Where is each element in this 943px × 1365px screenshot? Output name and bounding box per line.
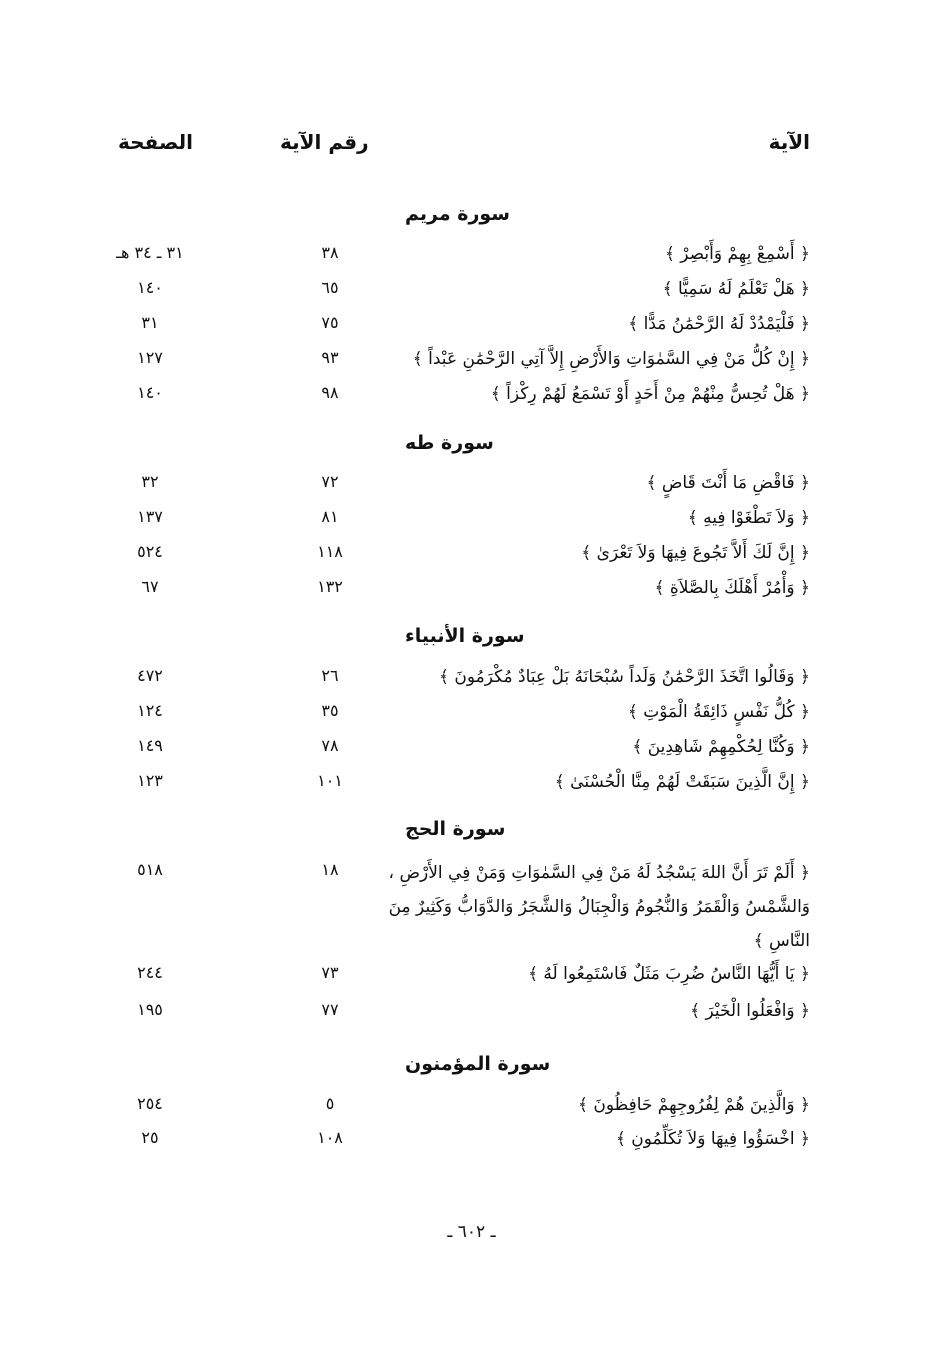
verse-text: ﴿ هَلْ تُحِسُّ مِنْهُمْ مِنْ أَحَدٍ أَوْ تَسْمَعُ لَهُمْ رِكْزاً ﴾ [490, 384, 810, 404]
verse-text: ﴿ فَلْيَمْدُدْ لَهُ الرَّحْمَٰنُ مَدًّا ﴾ [628, 314, 810, 334]
page-ref: ١٢٤ [137, 701, 163, 720]
verse-text: ﴿ هَلْ تَعْلَمُ لَهُ سَمِيًّا ﴾ [662, 279, 810, 299]
verse-number: ٦٥ [321, 278, 339, 297]
column-header-verse-number: رقم الآية [280, 130, 369, 154]
page-ref: ١٢٣ [137, 771, 163, 790]
page-ref: ٣١ [141, 313, 159, 332]
verse-number: ٧٢ [321, 472, 339, 491]
verse-number: ١٠١ [317, 771, 343, 790]
verse-text: ﴿ وَأْمُرْ أَهْلَكَ بِالصَّلاَةِ ﴾ [654, 578, 810, 598]
page-ref: ١٩٥ [137, 1000, 163, 1019]
verse-number: ١٠٨ [317, 1128, 343, 1147]
verse-text: ﴿ فَاقْضِ مَا أَنْتَ قَاضٍ ﴾ [646, 473, 810, 493]
verse-number: ١١٨ [317, 542, 343, 561]
table-row [0, 736, 943, 770]
table-row [0, 963, 943, 997]
table-row [0, 472, 943, 506]
page-ref: ٢٥٤ [137, 1094, 163, 1113]
page-ref: ٥١٨ [137, 860, 163, 879]
verse-text: ﴿ إِنَّ الَّذِينَ سَبَقَتْ لَهُمْ مِنَّا الْحُسْنَىٰ ﴾ [554, 772, 810, 792]
verse-number: ٥ [325, 1094, 335, 1113]
table-row [0, 383, 943, 417]
table-row [0, 507, 943, 541]
page-ref: ٣٢ [141, 472, 159, 491]
table-row [0, 313, 943, 347]
verse-number: ٢٦ [321, 666, 339, 685]
page-ref: ٦٧ [141, 577, 159, 596]
verse-number: ٩٣ [321, 348, 339, 367]
table-row [0, 701, 943, 735]
verse-number: ٣٨ [321, 243, 339, 262]
verse-text: ﴿ كُلُّ نَفْسٍ ذَائِقَةُ الْمَوْتِ ﴾ [627, 702, 810, 722]
verse-text: ﴿ إِنَّ لَكَ أَلاَّ تَجُوعَ فِيهَا وَلاَ تَعْرَىٰ ﴾ [581, 543, 810, 563]
table-row [0, 1094, 943, 1128]
table-row [0, 856, 943, 966]
page-ref: ١٤٩ [137, 736, 163, 755]
table-row [0, 243, 943, 277]
table-row [0, 1000, 943, 1034]
column-header-page: الصفحة [118, 130, 194, 154]
table-row [0, 348, 943, 382]
verse-number: ١٨ [321, 860, 339, 879]
verse-number: ٩٨ [321, 383, 339, 402]
table-row [0, 542, 943, 576]
page-number: ـ ٦٠٢ ـ [447, 1222, 496, 1242]
verse-text: ﴿ وَلاَ تَطْغَوْا فِيهِ ﴾ [687, 508, 810, 528]
page-ref: ١٢٧ [137, 348, 163, 367]
page-ref: ٣١ ـ ٣٤ هـ [116, 243, 184, 262]
page-ref: ٤٧٢ [137, 666, 163, 685]
verse-number: ٧٧ [321, 1000, 339, 1019]
table-row [0, 1128, 943, 1162]
page-ref: ٥٢٤ [137, 542, 163, 561]
verse-text: ﴿ اخْسَؤُوا فِيهَا وَلاَ تُكَلِّمُونِ ﴾ [615, 1129, 810, 1149]
verse-text: ﴿ وَافْعَلُوا الْخَيْرَ ﴾ [690, 1001, 810, 1021]
table-row [0, 666, 943, 700]
verse-text: ﴿ وَكُنَّا لِحُكْمِهِمْ شَاهِدِينَ ﴾ [632, 737, 810, 757]
verse-text: ﴿ إِنْ كُلُّ مَنْ فِي السَّمٰوَاتِ وَالأَرْضِ إِلاَّ آتِي الرَّحْمَٰنِ عَبْداً ﴾ [412, 349, 810, 369]
table-row [0, 278, 943, 312]
document-page: الآية رقم الآية الصفحة سورة مريم ﴿ أَسْمِعْ بِهِمْ وَأَبْصِرْ ﴾ ٣٨ ٣١ ـ ٣٤ هـ ﴿ هَلْ تَعْلَمُ لَهُ سَمِيًّا ﴾ ٦٥ ١٤٠ ﴿ فَلْيَمْدُدْ لَهُ الرَّحْمَٰنُ مَدًّا ﴾ ٧٥ ٣١ ﴿ إِنْ كُلُّ مَنْ فِي السَّمٰوَاتِ وَالأَرْضِ إِلاَّ آتِي الرَّحْمَٰنِ عَبْداً ﴾ ٩٣ ١٢٧ ﴿ هَلْ تُحِسُّ مِنْهُمْ مِنْ أَحَدٍ أَوْ تَسْمَعُ لَهُمْ رِكْزاً ﴾ ٩٨ ١٤٠ سورة طه ﴿ فَاقْضِ مَا أَنْتَ قَاضٍ ﴾ ٧٢ ٣٢ ﴿ وَلاَ تَطْغَوْا فِيهِ ﴾ ٨١ ١٣٧ ﴿ إِنَّ لَكَ أَلاَّ تَجُوعَ فِيهَا وَلاَ تَعْرَىٰ ﴾ ١١٨ ٥٢٤ ﴿ وَأْمُرْ أَهْلَكَ بِالصَّلاَةِ ﴾ ١٣٢ ٦٧ سورة الأنبياء ﴿ وَقَالُوا اتَّخَذَ الرَّحْمَٰنُ وَلَداً سُبْحَانَهُ بَلْ عِبَادٌ مُكْرَمُونَ ﴾ ٢٦ ٤٧٢ ﴿ كُلُّ نَفْسٍ ذَائِقَةُ الْمَوْتِ ﴾ ٣٥ ١٢٤ ﴿ وَكُنَّا لِحُكْمِهِمْ شَاهِدِينَ ﴾ ٧٨ ١٤٩ ﴿ إِنَّ الَّذِينَ سَبَقَتْ لَهُمْ مِنَّا الْحُسْنَىٰ ﴾ ١٠١ ١٢٣ سورة الحج ﴿ أَلَمْ تَرَ أَنَّ اللهَ يَسْجُدُ لَهُ مَنْ فِي السَّمٰوَاتِ وَمَنْ فِي الأَرْضِ ، وَالشَّمْسُ وَالْقَمَرُ وَالنُّجُومُ وَالْجِبَالُ وَالشَّجَرُ وَالدَّوَابُّ وَكَثِيرٌ مِنَ النَّاسِ ﴾ ١٨ ٥١٨ ﴿ يَا أَيُّهَا النَّاسُ ضُرِبَ مَثَلٌ فَاسْتَمِعُوا لَهُ ﴾ ٧٣ ٢٤٤ ﴿ وَافْعَلُوا الْخَيْرَ ﴾ ٧٧ ١٩٥ سورة المؤمنون ﴿ وَالَّذِينَ هُمْ لِفُرُوجِهِمْ حَافِظُونَ ﴾ ٥ ٢٥٤ ﴿ اخْسَؤُوا فِيهَا وَلاَ تُكَلِّمُونِ ﴾ ١٠٨ ٢٥ ـ ٦٠٢ ـ [0, 0, 943, 1365]
verse-number: ٣٥ [321, 701, 339, 720]
verse-text: ﴿ أَسْمِعْ بِهِمْ وَأَبْصِرْ ﴾ [664, 244, 810, 264]
verse-number: ٧٥ [321, 313, 339, 332]
page-ref: ٢٥ [141, 1128, 159, 1147]
verse-number: ٧٨ [321, 736, 339, 755]
page-ref: ٢٤٤ [137, 963, 163, 982]
verse-number: ١٣٢ [317, 577, 343, 596]
table-row [0, 577, 943, 611]
page-ref: ١٤٠ [137, 278, 163, 297]
table-row [0, 771, 943, 805]
verse-text: ﴿ أَلَمْ تَرَ أَنَّ اللهَ يَسْجُدُ لَهُ مَنْ فِي السَّمٰوَاتِ وَمَنْ فِي الأَرْضِ ، وَالشَّمْسُ وَالْقَمَرُ وَالنُّجُومُ وَالْجِبَالُ وَالشَّجَرُ وَالدَّوَابُّ وَكَثِيرٌ مِنَ النَّاسِ ﴾ [388, 863, 810, 951]
verse-number: ٧٣ [321, 963, 339, 982]
verse-text: ﴿ وَقَالُوا اتَّخَذَ الرَّحْمَٰنُ وَلَداً سُبْحَانَهُ بَلْ عِبَادٌ مُكْرَمُونَ ﴾ [439, 667, 810, 687]
page-ref: ١٤٠ [137, 383, 163, 402]
column-header-verse: الآية [768, 130, 810, 154]
verse-text: ﴿ وَالَّذِينَ هُمْ لِفُرُوجِهِمْ حَافِظُونَ ﴾ [578, 1095, 810, 1115]
verse-text: ﴿ يَا أَيُّهَا النَّاسُ ضُرِبَ مَثَلٌ فَاسْتَمِعُوا لَهُ ﴾ [528, 964, 810, 984]
verse-number: ٨١ [321, 507, 339, 526]
page-ref: ١٣٧ [137, 507, 163, 526]
